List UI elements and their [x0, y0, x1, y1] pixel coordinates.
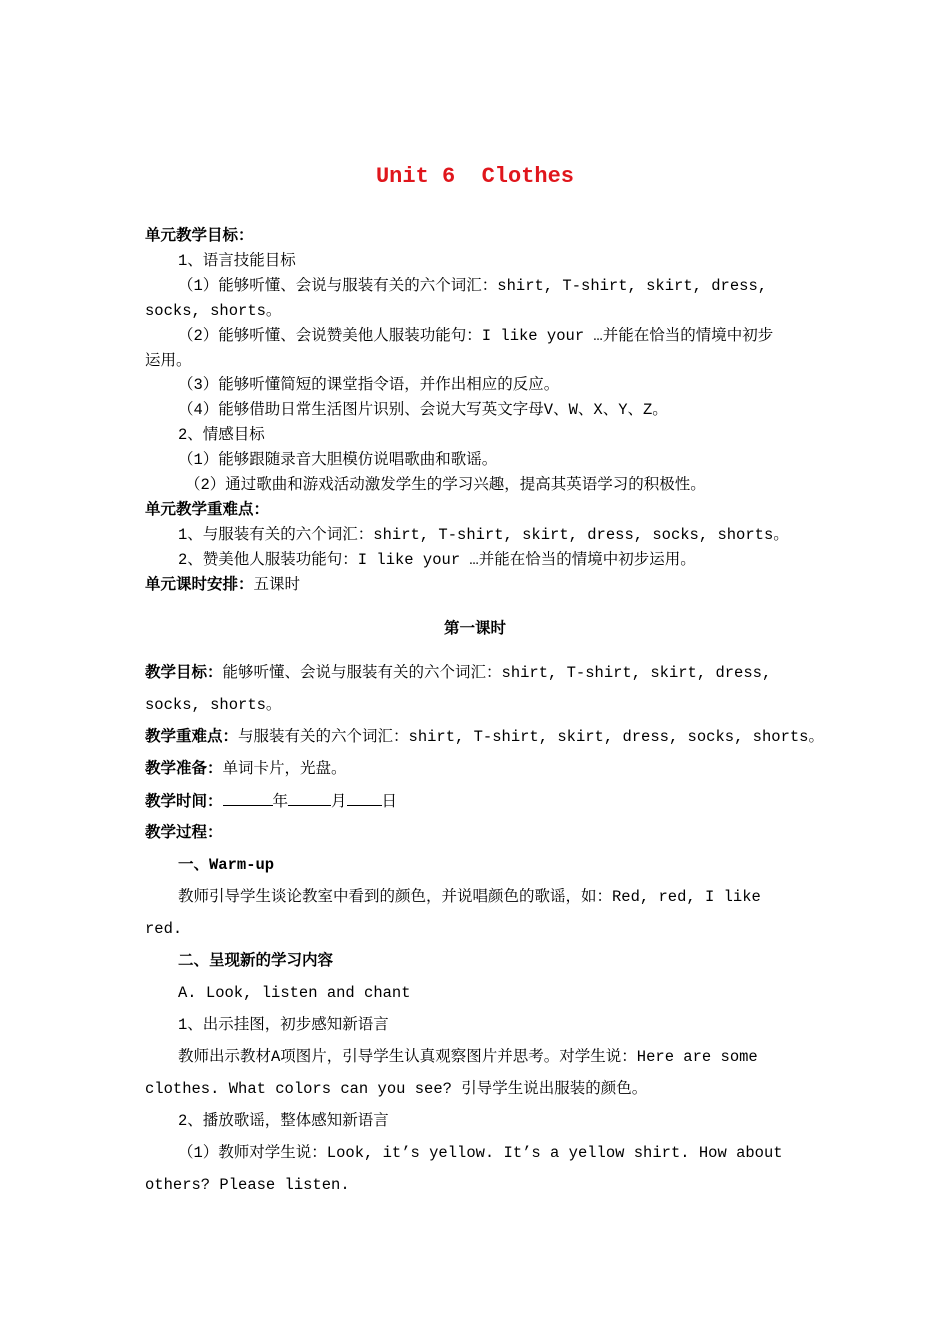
objective-cont: socks, shorts。 [145, 696, 282, 714]
preparation-value: 单词卡片，光盘。 [222, 760, 347, 778]
section-2-sub: A. Look, listen and chant [178, 984, 411, 1002]
objective-line [145, 663, 771, 683]
goal-1-2b: 运用。 [145, 352, 192, 370]
day-label: 日 [381, 793, 398, 811]
year-label: 年 [272, 793, 289, 811]
section-2-heading: 二、呈现新的学习内容 [178, 952, 334, 970]
section-2-step-1a: 教师出示教材A项图片，引导学生认真观察图片并思考。对学生说：Here are some [178, 1048, 758, 1066]
difficulty-line [145, 727, 824, 747]
goal-2-1: （1）能够跟随录音大胆模仿说唱歌曲和歌谣。 [178, 451, 498, 469]
process-label: 教学过程： [145, 824, 223, 842]
difficulty-label: 教学重难点： [145, 728, 239, 746]
section-2-step-1b: clothes. What colors can you see? 引导学生说出服装的颜色。 [145, 1080, 648, 1098]
month-blank [288, 791, 331, 806]
key-point-2: 2、赞美他人服装功能句：I like your …并能在恰当的情境中初步运用。 [178, 551, 696, 569]
section-1-text-a: 教师引导学生谈论教室中看到的颜色，并说唱颜色的歌谣，如：Red, red, I like [178, 888, 761, 906]
section-2-step-2a: （1）教师对学生说：Look, it’s yellow. It’s a yellow shirt. How about [178, 1144, 783, 1162]
schedule-label: 单元课时安排： [145, 576, 254, 594]
goal-1-1b: socks, shorts。 [145, 302, 282, 320]
goal-2: 2、情感目标 [178, 426, 265, 444]
objective-label: 教学目标： [145, 664, 223, 682]
month-label: 月 [331, 793, 347, 811]
goal-1-4: （4）能够借助日常生活图片识别、会说大写英文字母V、W、X、Y、Z。 [178, 401, 668, 419]
goal-1-3: （3）能够听懂简短的课堂指令语，并作出相应的反应。 [178, 376, 560, 394]
page-title: Unit 6 Clothes [375, 164, 575, 189]
goal-2-2: （2）通过歌曲和游戏活动激发学生的学习兴趣，提高其英语学习的积极性。 [185, 476, 706, 494]
section-2-step-2: 2、播放歌谣，整体感知新语言 [178, 1112, 389, 1130]
time-line [145, 791, 397, 812]
unit-goals-heading: 单元教学目标： [145, 227, 254, 245]
objective-value: 能够听懂、会说与服装有关的六个词汇：shirt, T-shirt, skirt, dress, [222, 664, 772, 682]
preparation-label: 教学准备： [145, 760, 223, 778]
key-point-1: 1、与服装有关的六个词汇：shirt, T-shirt, skirt, dress, socks, shorts。 [178, 526, 789, 544]
schedule-line [145, 575, 300, 595]
goal-1-1a: （1）能够听懂、会说与服装有关的六个词汇：shirt, T-shirt, skirt, dress, [178, 277, 768, 295]
schedule-value: 五课时 [253, 576, 301, 594]
difficulty-value: 与服装有关的六个词汇：shirt, T-shirt, skirt, dress, socks, shorts。 [238, 728, 824, 746]
goal-1-2a: （2）能够听懂、会说赞美他人服装功能句：I like your …并能在恰当的情境中初步 [178, 327, 774, 345]
year-blank [223, 791, 273, 806]
section-1-text-b: red. [145, 920, 183, 938]
key-points-heading: 单元教学重难点： [145, 501, 270, 519]
goal-1: 1、语言技能目标 [178, 252, 296, 270]
section-2-step-2b: others? Please listen. [145, 1176, 350, 1194]
time-label: 教学时间： [145, 793, 223, 811]
preparation-line [145, 759, 347, 779]
section-1-heading: 一、Warm-up [178, 856, 275, 874]
lesson-heading: 第一课时 [443, 620, 506, 638]
section-2-step-1: 1、出示挂图，初步感知新语言 [178, 1016, 389, 1034]
day-blank [347, 791, 382, 806]
